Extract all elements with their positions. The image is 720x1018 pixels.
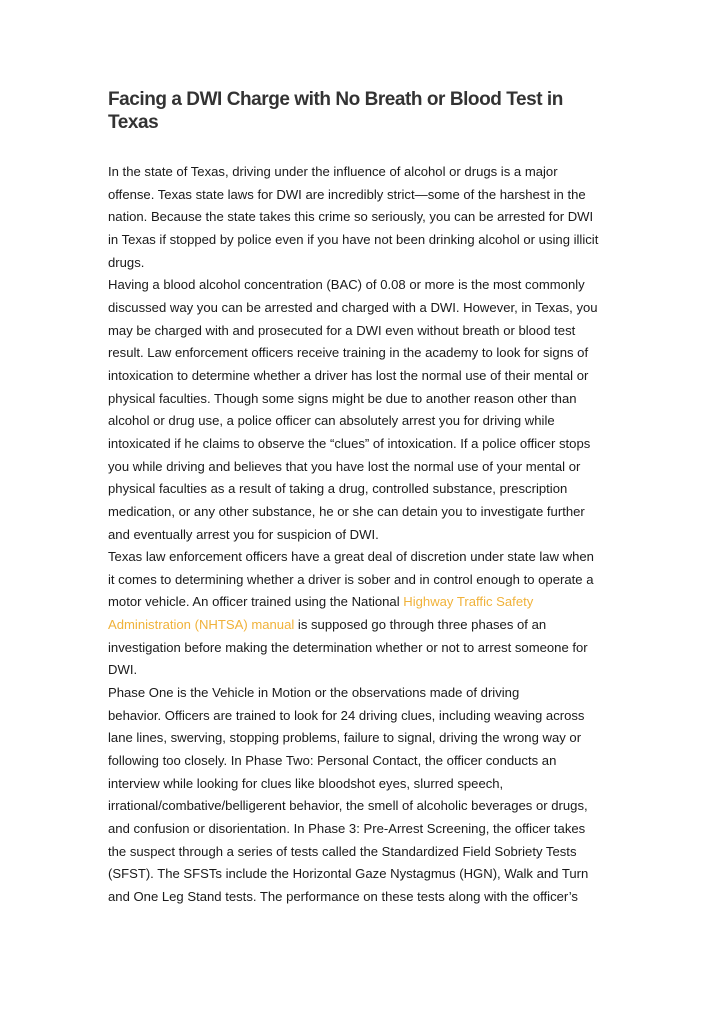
- text-line: and confusion or disorientation. In Phase 3: Pre-Arrest Screening, the officer takes: [108, 821, 586, 837]
- text-line: and One Leg Stand tests. The performance on these tests along with the officer’s: [108, 889, 578, 904]
- text-line: [108, 591, 613, 614]
- text-line: Having a blood alcohol concentration (BAC) of 0.08 or more is the most commonly: [108, 277, 585, 293]
- text-line: In the state of Texas, driving under the influence of alcohol or drugs is a major: [108, 164, 558, 179]
- article-body: [108, 161, 613, 909]
- text-line: irrational/combative/belligerent behavior, the smell of alcoholic beverages or drugs,: [108, 798, 588, 814]
- nhtsa-manual-link[interactable]: Highway Traffic Safety: [403, 594, 534, 610]
- article-title: [108, 88, 608, 134]
- article-title-line: Facing a DWI Charge with No Breath or Blood Test in: [108, 89, 563, 110]
- text-line: following too closely. In Phase Two: Personal Contact, the officer conducts an: [108, 753, 557, 769]
- article-title-line: Texas: [108, 112, 159, 133]
- text-line: (SFST). The SFSTs include the Horizontal Gaze Nystagmus (HGN), Walk and Turn: [108, 866, 589, 882]
- text-line: and eventually arrest you for suspicion of DWI.: [108, 526, 379, 542]
- text-line: it comes to determining whether a driver is sober and in control enough to operate a: [108, 571, 594, 587]
- text-line: Texas law enforcement officers have a great deal of discretion under state law when: [108, 549, 594, 565]
- text-line: behavior. Officers are trained to look for 24 driving clues, including weaving across: [108, 707, 585, 723]
- text-segment: motor vehicle. An officer trained using the National: [108, 594, 404, 610]
- text-line: the suspect through a series of tests called the Standardized Field Sobriety Tests: [108, 843, 577, 859]
- text-line: result. Law enforcement officers receive training in the academy to look for signs of: [108, 345, 589, 361]
- text-line: interview while looking for clues like bloodshot eyes, slurred speech,: [108, 775, 504, 791]
- text-line: DWI.: [108, 662, 138, 678]
- text-line: in Texas if stopped by police even if you have not been drinking alcohol or using illicit: [108, 231, 599, 247]
- text-line: intoxication to determine whether a driver has lost the normal use of their mental or: [108, 367, 589, 383]
- text-line: physical faculties. Though some signs might be due to another reason other than: [108, 390, 577, 406]
- text-line: [108, 614, 613, 637]
- nhtsa-manual-link[interactable]: Administration (NHTSA) manual: [108, 617, 295, 633]
- text-line: physical faculties as a result of taking a drug, controlled substance, prescription: [108, 481, 568, 497]
- text-line: offense. Texas state laws for DWI are incredibly strict—some of the harshest in the: [108, 186, 586, 202]
- text-line: lane lines, swerving, stopping problems, failure to signal, driving the wrong way or: [108, 730, 582, 746]
- text-line: alcohol or drug use, a police officer can absolutely arrest you for driving while: [108, 413, 555, 429]
- text-segment: is supposed go through three phases of an: [294, 617, 547, 633]
- text-line: discussed way you can be arrested and charged with a DWI. However, in Texas, you: [108, 299, 598, 315]
- text-line: Phase One is the Vehicle in Motion or the observations made of driving: [108, 685, 520, 701]
- text-line: drugs.: [108, 254, 145, 270]
- text-line: nation. Because the state takes this crime so seriously, you can be arrested for DWI: [108, 209, 594, 225]
- text-line: may be charged with and prosecuted for a DWI even without breath or blood test: [108, 322, 576, 338]
- text-line: investigation before making the determination whether or not to arrest someone for: [108, 639, 588, 655]
- text-line: you while driving and believes that you have lost the normal use of your mental or: [108, 458, 581, 474]
- text-line: medication, or any other substance, he or she can detain you to investigate further: [108, 503, 585, 519]
- text-line: intoxicated if he claims to observe the “clues” of intoxication. If a police officer stops: [108, 435, 591, 451]
